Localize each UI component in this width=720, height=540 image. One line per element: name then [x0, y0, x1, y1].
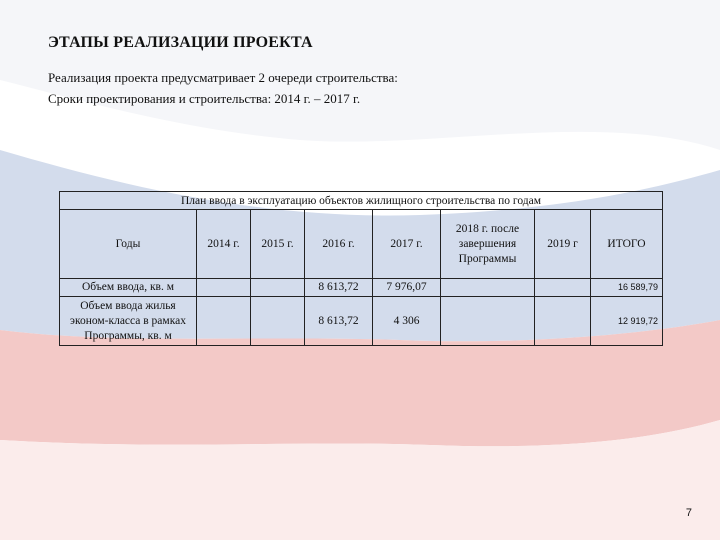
table-cell — [535, 297, 591, 346]
header-years: Годы — [60, 210, 197, 279]
table-cell — [197, 297, 251, 346]
header-2018: 2018 г. после завершения Программы — [441, 210, 535, 279]
header-2014: 2014 г. — [197, 210, 251, 279]
header-2019: 2019 г — [535, 210, 591, 279]
table-cell — [251, 297, 305, 346]
project-stages-text: Реализация проекта предусматривает 2 очереди строительства: — [48, 70, 398, 85]
header-total: ИТОГО — [591, 210, 663, 279]
row-label: Объем ввода жилья эконом-класса в рамках Программы, кв. м — [60, 297, 197, 346]
table-cell — [441, 297, 535, 346]
table-cell — [251, 279, 305, 297]
table-cell: 7 976,07 — [373, 279, 441, 297]
header-2015: 2015 г. — [251, 210, 305, 279]
table-caption: План ввода в эксплуатацию объектов жилищного строительства по годам — [60, 192, 663, 210]
table-cell: 8 613,72 — [305, 297, 373, 346]
header-2017: 2017 г. — [373, 210, 441, 279]
table-cell-total: 12 919,72 — [591, 297, 663, 346]
table-cell — [197, 279, 251, 297]
row-label: Объем ввода, кв. м — [60, 279, 197, 297]
header-2016: 2016 г. — [305, 210, 373, 279]
project-timeline-text: Сроки проектирования и строительства: 2014 г. – 2017 г. — [48, 91, 361, 106]
page-number: 7 — [685, 507, 692, 519]
table-header-row — [60, 210, 663, 279]
table-cell: 8 613,72 — [305, 279, 373, 297]
table-row — [60, 297, 663, 346]
table-cell — [535, 279, 591, 297]
table-cell: 4 306 — [373, 297, 441, 346]
housing-plan-table — [59, 191, 663, 346]
table-cell — [441, 279, 535, 297]
page-title: ЭТАПЫ РЕАЛИЗАЦИИ ПРОЕКТА — [48, 34, 313, 51]
table-row — [60, 279, 663, 297]
table-cell-total: 16 589,79 — [591, 279, 663, 297]
